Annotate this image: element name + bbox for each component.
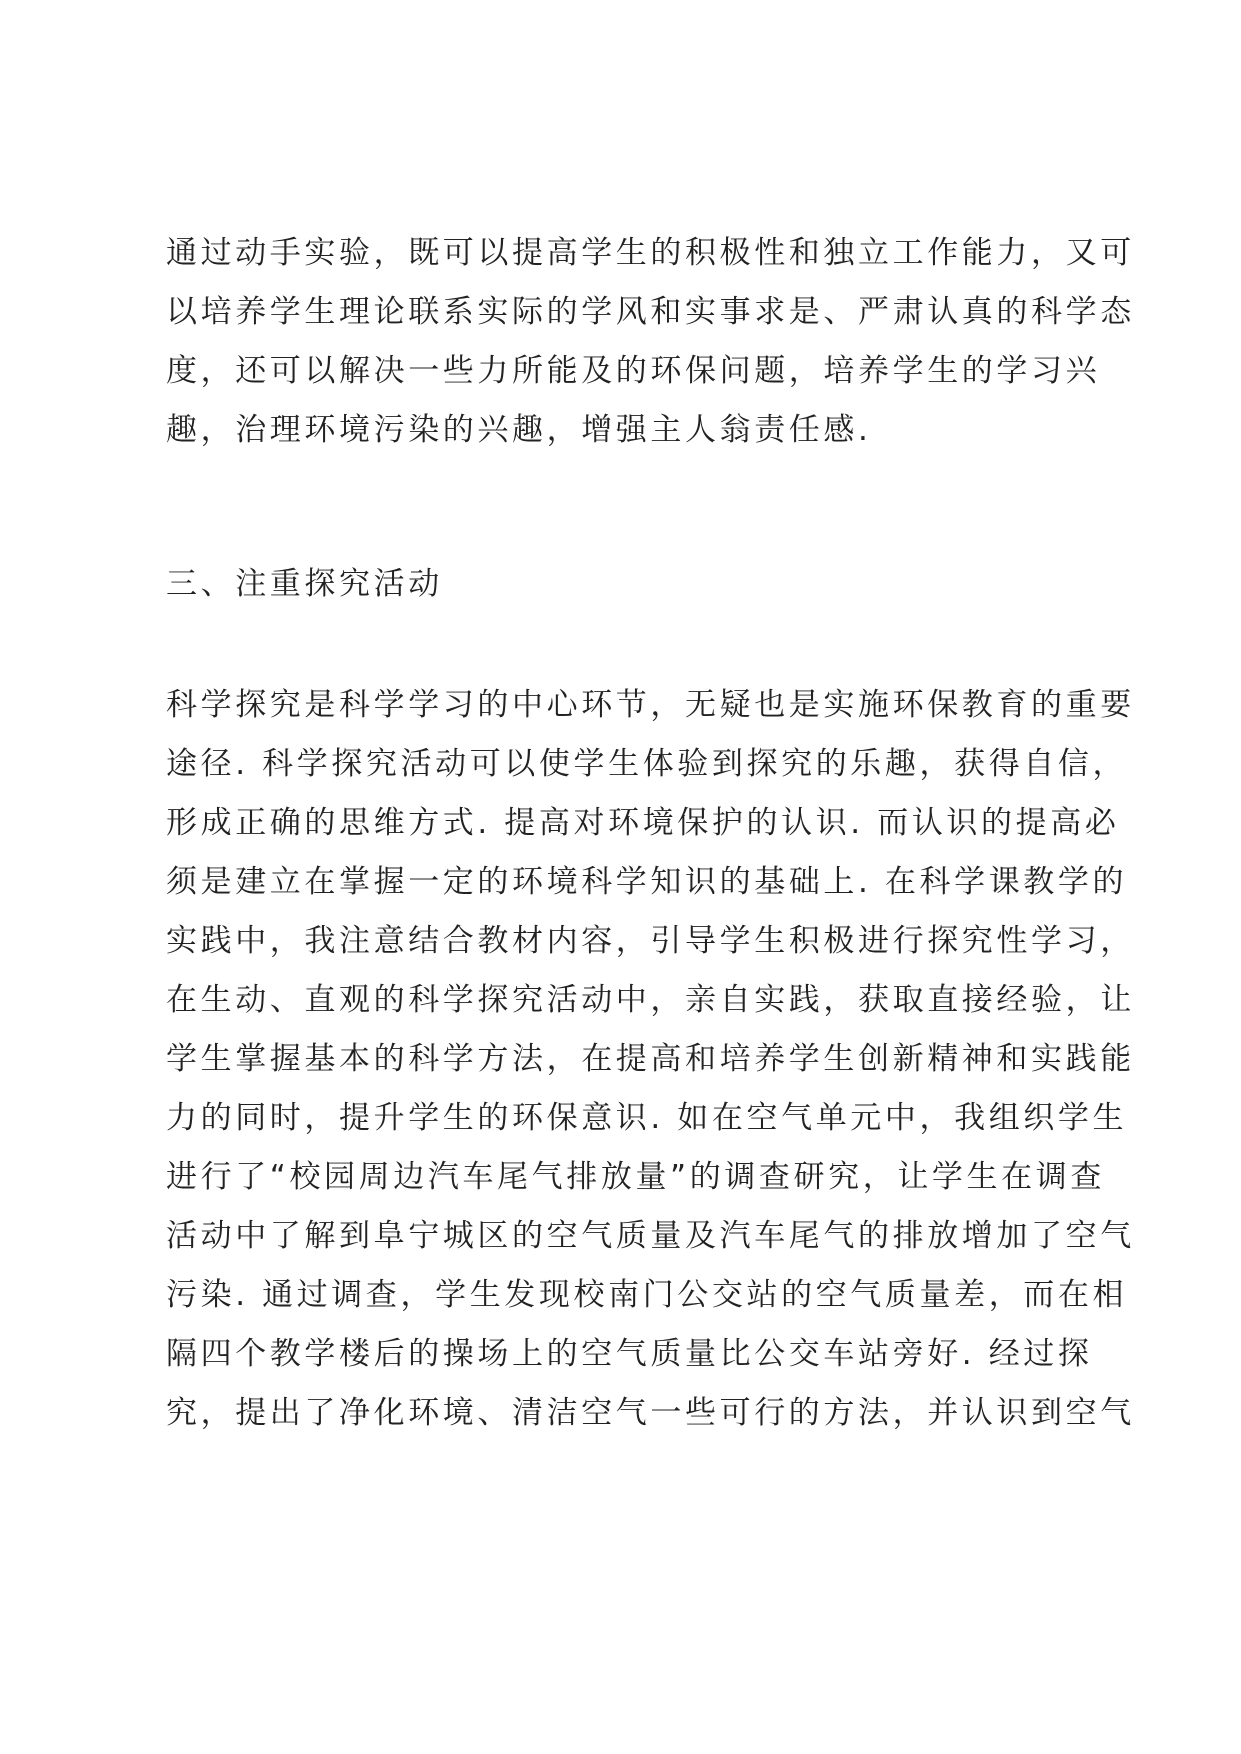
paragraph-line: 须是建立在掌握一定的环境科学知识的基础上. 在科学课教学的	[166, 864, 1128, 900]
section-heading-block	[166, 559, 1106, 609]
paragraph-line: 活动中了解到阜宁城区的空气质量及汽车尾气的排放增加了空气	[166, 1218, 1135, 1254]
paragraph-line: 在生动、直观的科学探究活动中，亲自实践，获取直接经验，让	[166, 982, 1135, 1018]
paragraph-line: 实践中，我注意结合教材内容，引导学生积极进行探究性学习，	[166, 923, 1135, 959]
paragraph-line: 度，还可以解决一些力所能及的环保问题，培养学生的学习兴	[166, 353, 1101, 389]
paragraph-hands-on-experiments	[166, 228, 1135, 464]
paragraph-line: 趣，治理环境污染的兴趣，增强主人翁责任感.	[166, 412, 872, 448]
paragraph-line: 途径. 科学探究活动可以使学生体验到探究的乐趣，获得自信，	[166, 746, 1128, 782]
paragraph-line: 隔四个教学楼后的操场上的空气质量比公交车站旁好. 经过探	[166, 1336, 1093, 1372]
paragraph-line: 科学探究是科学学习的中心环节，无疑也是实施环保教育的重要	[166, 687, 1135, 723]
paragraph-line: 污染. 通过调查，学生发现校南门公交站的空气质量差，而在相	[166, 1277, 1128, 1313]
paragraph-inquiry-activities	[166, 680, 1135, 1447]
paragraph-line: 通过动手实验，既可以提高学生的积极性和独立工作能力，又可	[166, 235, 1135, 271]
paragraph-line: 以培养学生理论联系实际的学风和实事求是、严肃认真的科学态	[166, 294, 1135, 330]
paragraph-line: 究，提出了净化环境、清洁空气一些可行的方法，并认识到空气	[166, 1395, 1135, 1431]
paragraph-line: 形成正确的思维方式. 提高对环境保护的认识. 而认识的提高必	[166, 805, 1120, 841]
section-heading: 三、注重探究活动	[166, 566, 443, 602]
paragraph-line: 进行了“校园周边汽车尾气排放量”的调查研究，让学生在调查	[166, 1159, 1105, 1195]
paragraph-line: 力的同时，提升学生的环保意识. 如在空气单元中，我组织学生	[166, 1100, 1128, 1136]
paragraph-line: 学生掌握基本的科学方法，在提高和培养学生创新精神和实践能	[166, 1041, 1135, 1077]
